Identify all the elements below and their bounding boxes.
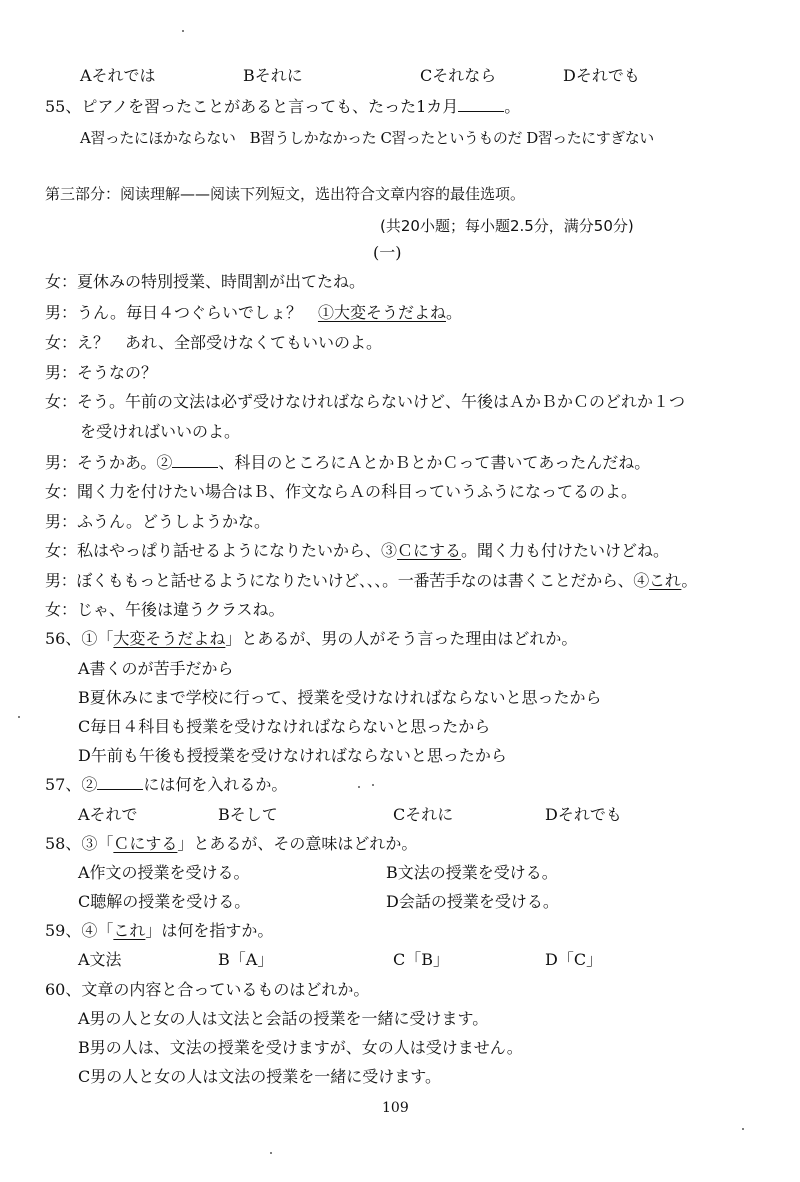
q55-option-a: A習ったにほかならない [80,129,236,147]
q55-option-b: B習うしかなかった [249,129,377,147]
scan-speck [358,786,360,788]
dialogue-line-2-end: 。 [445,303,462,322]
q60-option-a: A男の人と女の人は文法と会話の授業を一緒に受けます。 [78,1009,489,1028]
dialogue-line-4: 男：そうなの？ [45,363,158,382]
q58-stem-rest: 」とあるが、その意味はどれか。 [177,834,418,853]
q60-stem: 60、文章の内容と合っているものはどれか。 [45,980,370,999]
q57-stem-rest: には何を入れるか。 [143,775,288,794]
scan-speck [182,30,184,32]
q56-quoted: 大変そうだよね [113,629,226,648]
q54-option-a: Aそれでは [80,66,156,85]
dialogue-line-3: 女：え？ あれ、全部受けなくてもいいのよ。 [45,333,382,352]
q58-stem [45,834,417,854]
dialogue-line-7 [45,453,650,473]
scan-speck [742,1128,744,1130]
dialogue-line-11-text: 男：ぼくももっと話せるようになりたいけど、、、。一番苦手なのは書くことだから、④ [45,571,650,590]
q57-stem [45,775,287,795]
q60-option-b: B男の人は、文法の授業を受けますが、女の人は受けません。 [78,1038,523,1057]
section-scoring: (共20小题；每小题2.5分，满分50分) [380,217,634,235]
q55-option-d: D習ったにすぎない [526,129,654,147]
dialogue-line-1: 女：夏休みの特別授業、時間割が出てたね。 [45,272,366,291]
scan-speck [18,716,20,718]
underline-4: これ [649,571,682,590]
q59-quoted: これ [113,921,146,940]
underline-3: Ｃにする [397,541,462,560]
q55-option-c: C習ったというものだ [380,129,522,147]
scan-speck [270,1152,272,1154]
page-number: 109 [382,1100,409,1116]
q58-option-a: A作文の授業を受ける。 [78,863,250,882]
q56-option-c: C毎日４科目も授業を受けなければならないと思ったから [78,717,491,736]
q58-option-d: D会話の授業を受ける。 [386,892,559,911]
q56-option-a: A書くのが苦手だから [78,659,234,678]
section-title: 第三部分：阅读理解——阅读下列短文，选出符合文章内容的最佳选项。 [45,185,526,203]
q59-option-c: C「B」 [393,950,450,969]
q57-blank [97,775,143,790]
dialogue-line-10-text: 女：私はやっぱり話せるようになりたいから、③ [45,541,398,560]
q55-stem-text: ピアノを習ったことがあると言っても、たった1カ月 [81,97,459,116]
q57-stem-start: 57、② [45,775,98,794]
dialogue-line-11-end: 。 [681,571,698,590]
q58-option-c: C聴解の授業を受ける。 [78,892,251,911]
dialogue-line-2-text: 男：うん。毎日４つぐらいでしょ？ [45,303,318,322]
q56-option-b: B夏休みにまで学校に行って、授業を受けなければならないと思ったから [78,688,602,707]
q56-option-d: D午前も午後も授授業を受けなければならないと思ったから [78,746,507,765]
q57-option-c: Cそれに [393,805,454,824]
q54-option-d: Dそれでも [563,66,640,85]
dialogue-line-9: 男：ふうん。どうしようかな。 [45,512,270,531]
dialogue-line-7-text: 男：そうかあ。② [45,453,173,472]
q59-stem-rest: 」は何を指すか。 [145,921,274,940]
dialogue-line-5: 女：そう。午前の文法は必ず受けなければならないけど、午後はＡかＢかＣのどれか１つ [45,392,686,411]
q55-options [80,128,654,148]
q54-option-c: Cそれなら [420,66,497,85]
underline-1: ①大変そうだよね [317,303,446,322]
q58-option-b: B文法の授業を受ける。 [386,863,558,882]
q60-option-c: C男の人と女の人は文法の授業を一緒に受けます。 [78,1067,441,1086]
q59-stem [45,921,273,941]
dialogue-line-10 [45,541,669,561]
dialogue-line-11 [45,571,697,591]
q59-option-a: A文法 [78,950,122,969]
q59-option-d: D「C」 [545,950,603,969]
dialogue-line-8: 女：聞く力を付けたい場合はＢ、作文ならＡの科目っていうふうになってるのよ。 [45,482,638,501]
q58-stem-start: 58、③「 [45,834,114,853]
dialogue-line-7-rest: 、科目のところにＡとかＢとかＣって書いてあったんだね。 [218,453,651,472]
q57-option-a: Aそれで [78,805,138,824]
q58-quoted: Ｃにする [113,834,178,853]
dialogue-line-10-rest: 。聞く力も付けたいけどね。 [461,541,670,560]
blank-2 [172,453,218,468]
dialogue-line-12: 女：じゃ、午後は違うクラスね。 [45,600,285,619]
dialogue-line-2 [45,303,462,323]
q55-blank [458,97,504,112]
q55-stem [45,97,520,117]
q55-stem-end: 。 [504,97,521,116]
q59-option-b: B「A」 [218,950,274,969]
q57-option-b: Bそして [218,805,278,824]
q59-stem-start: 59、④「 [45,921,114,940]
passage-number: (一) [373,243,402,262]
q56-stem [45,629,577,649]
q57-option-d: Dそれでも [545,805,622,824]
dialogue-line-6: を受ければいいのよ。 [80,422,241,441]
q56-stem-rest: 」とあるが、男の人がそう言った理由はどれか。 [225,629,578,648]
q55-number: 55、 [45,97,82,116]
scan-speck [372,784,374,786]
q56-stem-start: 56、①「 [45,629,114,648]
q54-option-b: Bそれに [243,66,303,85]
